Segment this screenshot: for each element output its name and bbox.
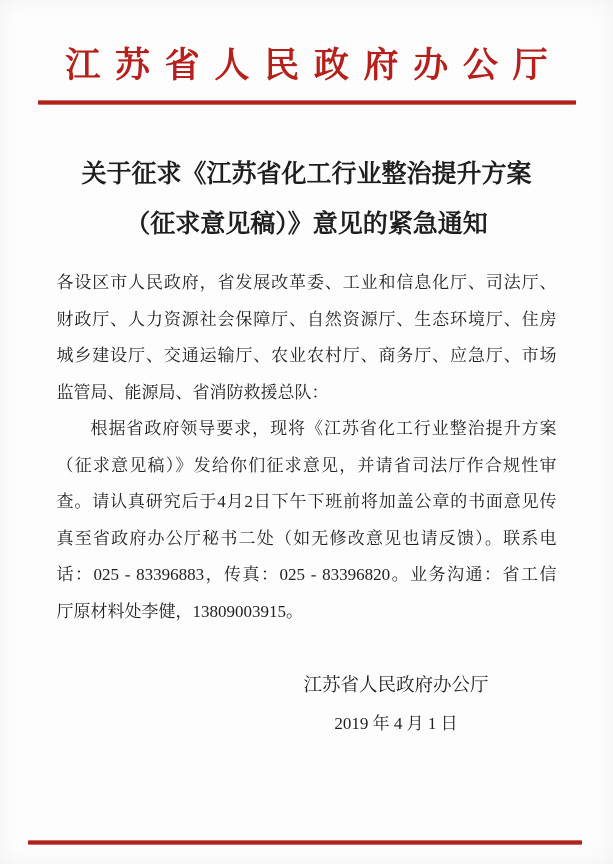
- body-line: （征求意见稿）》发给你们征求意见，并请省司法厅作合规性审: [56, 455, 557, 475]
- document-title: [0, 149, 613, 249]
- document-title-line2: （征求意见稿）》意见的紧急通知: [125, 210, 488, 238]
- signature-block: [240, 668, 552, 742]
- body-line: 话：025 - 83396883，传真：025 - 83396820。业务沟通：省工信: [56, 565, 557, 584]
- body-line: 监管局、能源局、省消防救援总队：: [56, 382, 329, 402]
- body-line: 真至省政府办公厅秘书二处（如无修改意见也请反馈）。联系电: [56, 528, 557, 548]
- footer-divider-line: [28, 840, 582, 845]
- body-line: 各设区市人民政府，省发展改革委、工业和信息化厅、司法厅、: [56, 273, 557, 292]
- signature-org-name: 江苏省人民政府办公厅: [303, 676, 489, 696]
- main-paragraph: [57, 411, 557, 630]
- document-body: [57, 265, 557, 630]
- letterhead-org-name: 江苏省人民政府办公厅: [65, 46, 563, 85]
- letterhead-divider-line: [38, 100, 576, 105]
- recipients-paragraph: [57, 265, 557, 411]
- document-title-line1: 关于征求《江苏省化工行业整治提升方案: [81, 160, 532, 188]
- body-line: 财政厅、人力资源社会保障厅、自然资源厅、生态环境厅、住房: [56, 309, 557, 329]
- body-line: 厅原材料处李健，13809003915。: [56, 601, 303, 621]
- body-line: 根据省政府领导要求，现将《江苏省化工行业整治提升方案: [90, 419, 557, 438]
- body-line: 城乡建设厅、交通运输厅、农业农村厅、商务厅、应急厅、市场: [56, 346, 557, 365]
- body-line: 查。请认真研究后于4月2日下午下班前将加盖公章的书面意见传: [56, 492, 557, 511]
- signature-date: 2019 年 4 月 1 日: [334, 714, 458, 733]
